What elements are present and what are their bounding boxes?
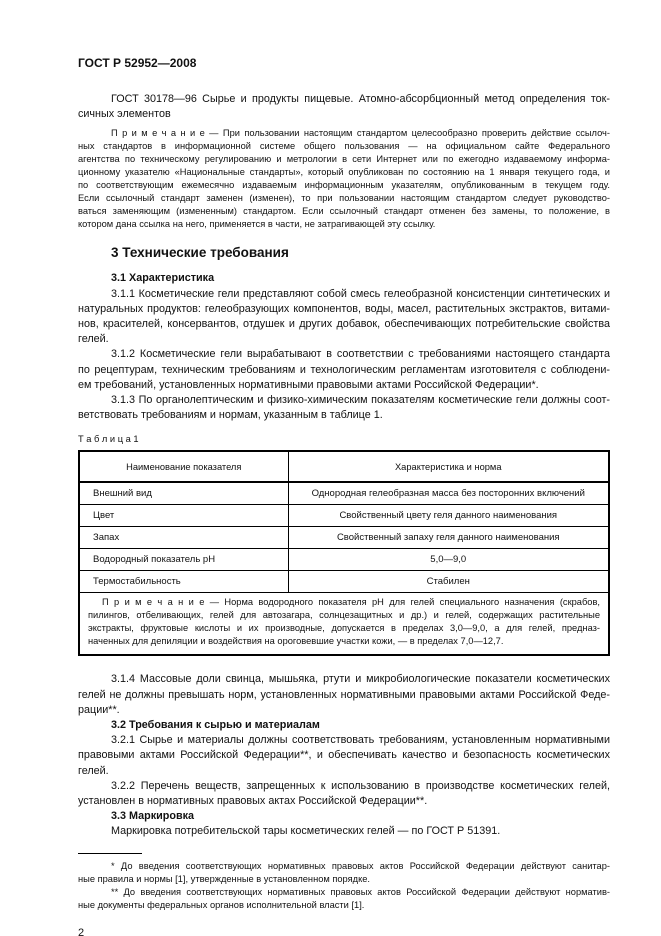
row-indicator: Цвет [79, 505, 288, 527]
subsection-3-1-title: 3.1 Характеристика [111, 272, 215, 285]
row-characteristic: Свойственный запаху геля данного наименования [288, 527, 609, 549]
row-characteristic: Однородная гелеобразная масса без посторонних включений [288, 482, 609, 505]
paragraph-3-1-4: 3.1.4 Массовые доли свинца, мышьяка, ртути и микробиологические показатели косметических гелей не должны превышать норм, установленных нормативными правовыми актами Российской Феде- рации**. [78, 673, 610, 716]
footnote-separator [78, 853, 142, 854]
table-row [79, 527, 609, 549]
footnote-2: ** До введения соответствующих нормативных правовых актов Российской Федерации действуют норматив- ные документы федеральных органов исполнительной власти [1]. [78, 886, 610, 910]
section-3-title: 3 Технические требования [111, 245, 289, 261]
table-header-characteristic: Характеристика и норма [288, 451, 609, 482]
row-characteristic: Свойственный цвету геля данного наименования [288, 505, 609, 527]
table-row [79, 482, 609, 505]
table-row [79, 505, 609, 527]
document-code-header: ГОСТ Р 52952—2008 [78, 56, 197, 70]
table-1-label: Т а б л и ц а 1 [78, 434, 139, 445]
table-header-indicator: Наименование показателя [79, 451, 288, 482]
row-indicator: Запах [79, 527, 288, 549]
paragraph-3-3-marking: Маркировка потребительской тары косметических гелей — по ГОСТ Р 51391. [111, 825, 501, 838]
paragraph-3-1-1: 3.1.1 Косметические гели представляют собой смесь гелеобразной консистенции синтетических и натуральных продуктов: гелеобразующих компонентов, воды, масел, растительных экстрактов, витами- нов, красителей, консервантов, отдушек и других добавок, обеспечивающих потребительские свойства гелей. [78, 287, 610, 346]
row-characteristic: Стабилен [288, 571, 609, 593]
subsection-3-3-title: 3.3 Маркировка [111, 810, 195, 823]
paragraph-3-1-3: 3.1.3 По органолептическим и физико-химическим показателям косметические гели должны соот- ветствовать требованиям и нормам, указанным в таблице 1. [78, 394, 610, 422]
table-1 [78, 450, 610, 656]
subsection-3-2-title: 3.2 Требования к сырью и материалам [111, 719, 320, 732]
table-row [79, 549, 609, 571]
table-note: П р и м е ч а н и е — Норма водородного показателя pH для гелей специального назначения (скрабов, пилингов, отбеливающих, гелей для автозагара, солнцезащитных и др.) и гелей, содержащих растительные экстракты, фруктовые кислоты и их производные, допускается в пределах 3,0—9,0, а для гелей, предназ- наченных для депиляции и воздействия на ороговевшие участки кожи, — в пределах 7,0—12,7. [88, 597, 600, 647]
table-note-row [79, 593, 609, 656]
row-characteristic: 5,0—9,0 [288, 549, 609, 571]
row-indicator: Термостабильность [79, 571, 288, 593]
row-indicator: Водородный показатель pH [79, 549, 288, 571]
paragraph-3-2-2: 3.2.2 Перечень веществ, запрещенных к использованию в производстве косметических гелей, установлен в нормативных правовых актах Российской Федерации**. [78, 779, 610, 808]
standards-usage-note: П р и м е ч а н и е — При пользовании настоящим стандартом целесообразно проверить действие ссылоч- ных стандартов в информационной системе общего пользования — на официальном сайте Федерального агентства по техническому регулированию и метрологии в сети Интернет или по ежегодно издаваемому информа- ционному указателю «Национальные стандарты», который опубликован по состоянию на 1 января текущего года, и по соответствующим ежемесячно издаваемым информационным указателям, опубликованным в текущем году. Если ссылочный стандарт заменен (изменен), то при пользовании настоящим стандартом следует руководство- ваться заменяющим (измененным) стандартом. Если ссылочный стандарт отменен без замены, то положение, в котором дана ссылка на него, применяется в части, не затрагивающей эту ссылку. [78, 128, 610, 230]
paragraph-3-2-1: 3.2.1 Сырье и материалы должны соответствовать требованиям, установленным нормативными правовыми актами Российской Федерации**, и обеспечивать качество и безопасность косметических гелей. [78, 734, 610, 777]
page-number: 2 [78, 926, 85, 936]
table-header-row [79, 451, 609, 482]
footnote-1: * До введения соответствующих нормативных правовых актов Российской Федерации действуют санитар- ные правила и нормы [1], утвержденные в установленном порядке. [78, 860, 610, 884]
paragraph-3-1-2: 3.1.2 Косметические гели вырабатывают в соответствии с требованиями настоящего стандарта по рецептурам, техническим требованиям и технологическим регламентам изготовителя с соблюдени- ем требований, установленных нормативными правовыми актами Российской Федерации*. [78, 348, 610, 391]
table-row [79, 571, 609, 593]
reference-paragraph: ГОСТ 30178—96 Сырье и продукты пищевые. Атомно-абсорбционный метод определения ток- сичных элементов [78, 93, 610, 121]
row-indicator: Внешний вид [79, 482, 288, 505]
